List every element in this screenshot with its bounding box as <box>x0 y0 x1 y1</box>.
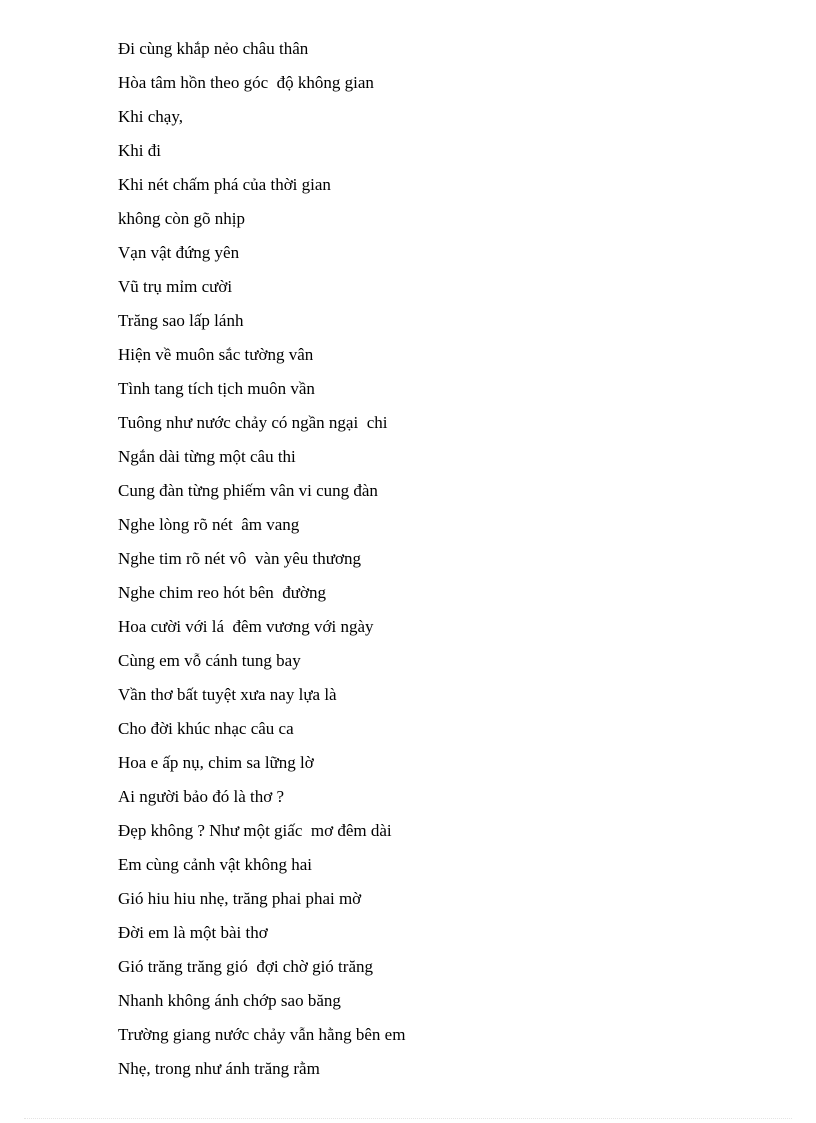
poem-line: Gió hiu hiu nhẹ, trăng phai phai mờ <box>118 889 362 908</box>
poem-line: Nghe tim rõ nét vô vàn yêu thương <box>118 549 361 568</box>
poem-line: Cho đời khúc nhạc câu ca <box>118 719 294 738</box>
poem-line: Đẹp không ? Như một giấc mơ đêm dài <box>118 821 392 840</box>
poem-line: Khi chạy, <box>118 107 183 126</box>
poem-line: Em cùng cảnh vật không hai <box>118 855 313 874</box>
poem-line: Cùng em vỗ cánh tung bay <box>118 651 301 670</box>
poem-line: Khi nét chấm phá của thời gian <box>118 175 331 194</box>
poem-line: Nhẹ, trong như ánh trăng rằm <box>118 1059 320 1078</box>
poem-line: Ngắn dài từng một câu thi <box>118 447 296 466</box>
poem-line: Tình tang tích tịch muôn vần <box>118 379 315 398</box>
poem-line: không còn gõ nhịp <box>118 209 246 228</box>
poem-line: Trăng sao lấp lánh <box>118 311 244 330</box>
poem-line: Vần thơ bất tuyệt xưa nay lựa là <box>118 685 337 704</box>
poem-line: Cung đàn từng phiếm vân vi cung đàn <box>118 481 378 500</box>
poem-line: Nghe lòng rõ nét âm vang <box>118 515 300 534</box>
poem-line: Hiện về muôn sắc tường vân <box>118 345 314 364</box>
poem-line: Gió trăng trăng gió đợi chờ gió trăng <box>118 957 373 976</box>
poem-line: Nghe chim reo hót bên đường <box>118 583 326 602</box>
poem-line: Vũ trụ mỉm cười <box>118 277 233 296</box>
poem-line: Hoa cười với lá đêm vương với ngày <box>118 617 374 636</box>
poem-line: Hoa e ấp nụ, chim sa lững lờ <box>118 753 314 772</box>
poem-line: Ai người bảo đó là thơ ? <box>118 787 284 806</box>
poem-line: Tuông như nước chảy có ngần ngại chi <box>118 413 388 432</box>
poem-line: Trường giang nước chảy vẫn hằng bên em <box>118 1025 406 1044</box>
poem-text <box>118 36 405 1090</box>
poem-line: Vạn vật đứng yên <box>118 243 240 262</box>
poem-line: Khi đi <box>118 141 161 160</box>
poem-line: Hòa tâm hồn theo góc độ không gian <box>118 73 374 92</box>
poem-line: Nhanh không ánh chớp sao băng <box>118 991 341 1010</box>
page-bottom-edge <box>24 1118 792 1119</box>
poem-line: Đi cùng khắp nẻo châu thân <box>118 39 309 58</box>
poem-line: Đời em là một bài thơ <box>118 923 268 942</box>
